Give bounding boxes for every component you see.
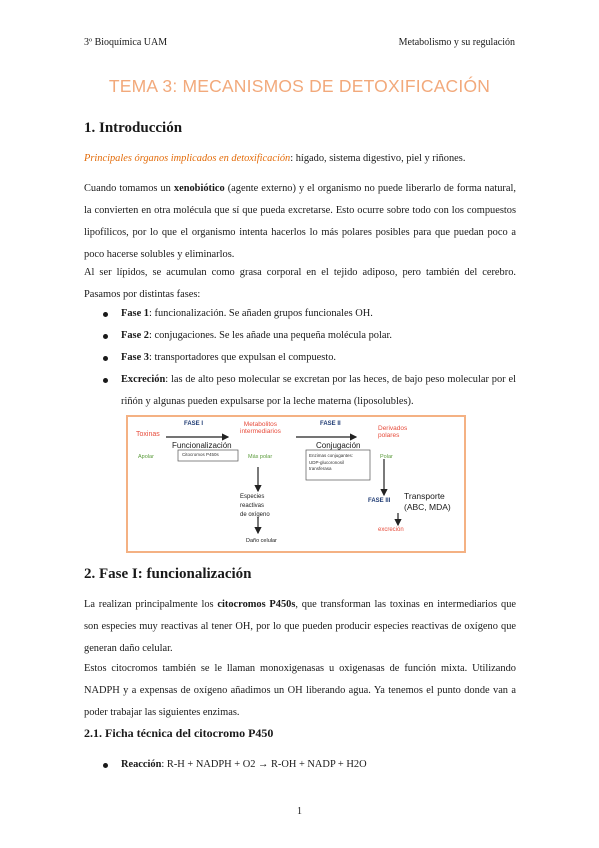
reaction-list — [84, 754, 516, 776]
bullet-bold: Excreción — [121, 374, 166, 385]
label-dano-celular: Daño celular — [246, 538, 277, 544]
label-fase2: FASE II — [320, 421, 341, 427]
cytochromes-paragraph — [84, 594, 516, 660]
label-fase3: FASE III — [368, 498, 391, 504]
label-derivados — [378, 425, 407, 439]
bullet-bold: Fase 3 — [121, 352, 149, 363]
enzimas-line2: UDP-glucoronosil — [309, 459, 345, 465]
bullet-icon — [103, 334, 108, 339]
bullet-text: : transportadores que expulsan el compuesto. — [149, 352, 336, 363]
list-item — [84, 754, 516, 776]
s2-p1-bold: citocromos P450s — [217, 599, 296, 610]
bullet-icon — [103, 312, 108, 317]
bullet-text: : conjugaciones. Se les añade una pequeña molécula polar. — [149, 330, 392, 341]
monooxygenases-paragraph: Estos citocromos también se le llaman monoxigenasas u oxigenasas de función mixta. Utilizando NADPH y a expensas de oxígeno añadimos un OH liberando agua. Ya tenemos el punto donde van a poder trabajar las siguientes enzimas. — [84, 663, 516, 718]
label-transporte — [404, 491, 451, 513]
figure-arrows — [128, 417, 464, 551]
especies-line2: reactivas — [240, 503, 265, 509]
bullet-bold: Fase 2 — [121, 330, 149, 341]
label-metabolitos — [240, 421, 281, 435]
metabolitos-line2: intermediarios — [240, 428, 281, 435]
reaction-text: : R-H + NADPH + O2 → R-OH + NADP + H2O — [161, 759, 367, 770]
list-item — [84, 347, 516, 369]
section-1-heading: 1. Introducción — [84, 120, 183, 136]
bullet-text: : las de alto peso molecular se excretan por las heces, de bajo peso molecular por el riñón y algunas pueden expulsarse por la leche materna (liposolubles). — [121, 374, 516, 407]
header-right: Metabolismo y su regulación — [398, 37, 515, 48]
label-conjugacion: Conjugación — [316, 441, 361, 450]
label-enzimas — [309, 453, 353, 473]
document-title: TEMA 3: MECANISMOS DE DETOXIFICACIÓN — [108, 76, 491, 96]
especies-line1: Especies — [240, 494, 265, 500]
s2-p1-text-a: La realizan principalmente los — [84, 599, 218, 610]
xenobiotic-paragraph — [84, 178, 516, 266]
label-funcionalizacion: Funcionalización — [172, 441, 232, 450]
label-citocromos: Citocromos P450s — [182, 452, 219, 457]
metabolitos-line1: Metabolitos — [243, 421, 278, 428]
p1-bold: xenobiótico — [173, 183, 225, 194]
label-fase1: FASE I — [184, 421, 204, 427]
transporte-line1: Transporte — [404, 491, 445, 501]
label-apolar: Apolar — [138, 454, 154, 460]
lipids-paragraph: Al ser lípidos, se acumulan como grasa corporal en el tejido adiposo, pero también del cerebro. Pasamos por distintas fases: — [84, 267, 516, 300]
reaction-label: Reacción — [121, 759, 162, 770]
derivados-line2: polares — [378, 432, 400, 439]
label-polar: Polar — [380, 454, 393, 460]
header-left: 3º Bioquímica UAM — [84, 37, 168, 48]
list-item — [84, 303, 516, 325]
s2-p1-text-b: , que transforman las toxinas en intermediarios que son especies muy reactivas al tener OH, por lo que pueden producir especies reactivas de oxígeno que generan daño celular. — [84, 599, 516, 654]
enzimas-line1: Enzimas conjugantes: — [309, 453, 354, 458]
transporte-line2: (ABC, MDA) — [404, 502, 451, 512]
bullet-text: : funcionalización. Se añaden grupos funcionales OH. — [149, 308, 373, 319]
section-2-heading: 2. Fase I: funcionalización — [84, 566, 252, 582]
bullet-icon — [103, 356, 108, 361]
page-number: 1 — [297, 806, 302, 817]
especies-line3: de oxígeno — [240, 512, 270, 518]
bullet-icon — [103, 763, 108, 768]
bullet-bold: Fase 1 — [121, 308, 149, 319]
derivados-line1: Derivados — [378, 425, 408, 432]
p1-text-b: (agente externo) y el organismo no puede liberarlo de forma natural, la convierten en otra molécula que sí que pueda excretarse. Esto ocurre sobre todo con los compuestos lipofílicos, por lo que el organismo intenta hacerlos lo más polares posibles para que puedan poco a poco hacerse solubles y eliminarlos. — [84, 183, 516, 260]
phases-list — [84, 303, 516, 413]
label-mas-polar: Más polar — [248, 454, 273, 460]
organs-text: : hígado, sistema digestivo, piel y riñones. — [290, 153, 466, 164]
list-item — [84, 369, 516, 413]
subsection-2-1-heading: 2.1. Ficha técnica del citocromo P450 — [84, 726, 274, 740]
detox-phases-figure — [126, 415, 466, 553]
organs-label: Principales órganos implicados en detoxificación — [84, 153, 291, 164]
enzimas-line3: transferasa — [309, 466, 332, 471]
p1-text-a: Cuando tomamos un — [84, 183, 174, 194]
bullet-icon — [103, 378, 108, 383]
label-especies — [240, 493, 270, 520]
label-excrecion: excreción — [378, 527, 404, 533]
organs-paragraph — [84, 148, 516, 170]
label-toxinas: Toxinas — [136, 431, 160, 438]
list-item — [84, 325, 516, 347]
